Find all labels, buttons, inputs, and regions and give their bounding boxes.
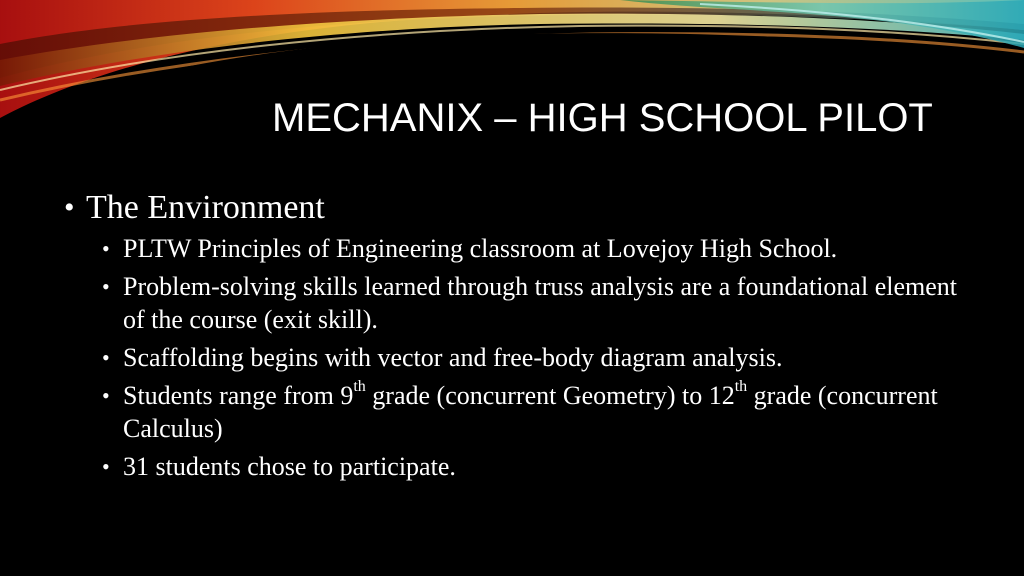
sub-bullet-list [60,232,960,483]
superscript: th [353,378,366,396]
bullet-icon: • [102,383,110,408]
sub-bullet-item [60,232,960,265]
sub-bullet-item [60,450,960,483]
bullet-icon: • [102,236,110,261]
sub-bullet-text: Problem-solving skills learned through truss analysis are a foundational element of the course (exit skill). [123,272,957,334]
text-part: Students range from 9 [123,381,354,410]
sub-bullet-item [60,270,960,336]
slide-body [60,186,960,488]
sub-bullet-text: PLTW Principles of Engineering classroom at Lovejoy High School. [123,234,838,263]
text-part: grade (concurrent Calculus) [123,381,938,443]
bullet-icon: • [102,345,110,370]
sub-bullet-item [60,379,960,445]
bullet-heading: The Environment [86,189,325,226]
bullet-icon: • [102,274,110,299]
text-part: grade (concurrent Geometry) to 12 [365,381,735,410]
bullet-level1 [60,186,960,230]
sub-bullet-text: 31 students chose to participate. [123,452,456,481]
sub-bullet-text [123,378,938,443]
slide-title: MECHANIX – HIGH SCHOOL PILOT [272,96,933,140]
bullet-icon: • [64,191,75,224]
bullet-icon: • [102,454,110,479]
sub-bullet-item [60,341,960,374]
sub-bullet-text: Scaffolding begins with vector and free-body diagram analysis. [123,343,783,372]
superscript: th [734,378,748,396]
